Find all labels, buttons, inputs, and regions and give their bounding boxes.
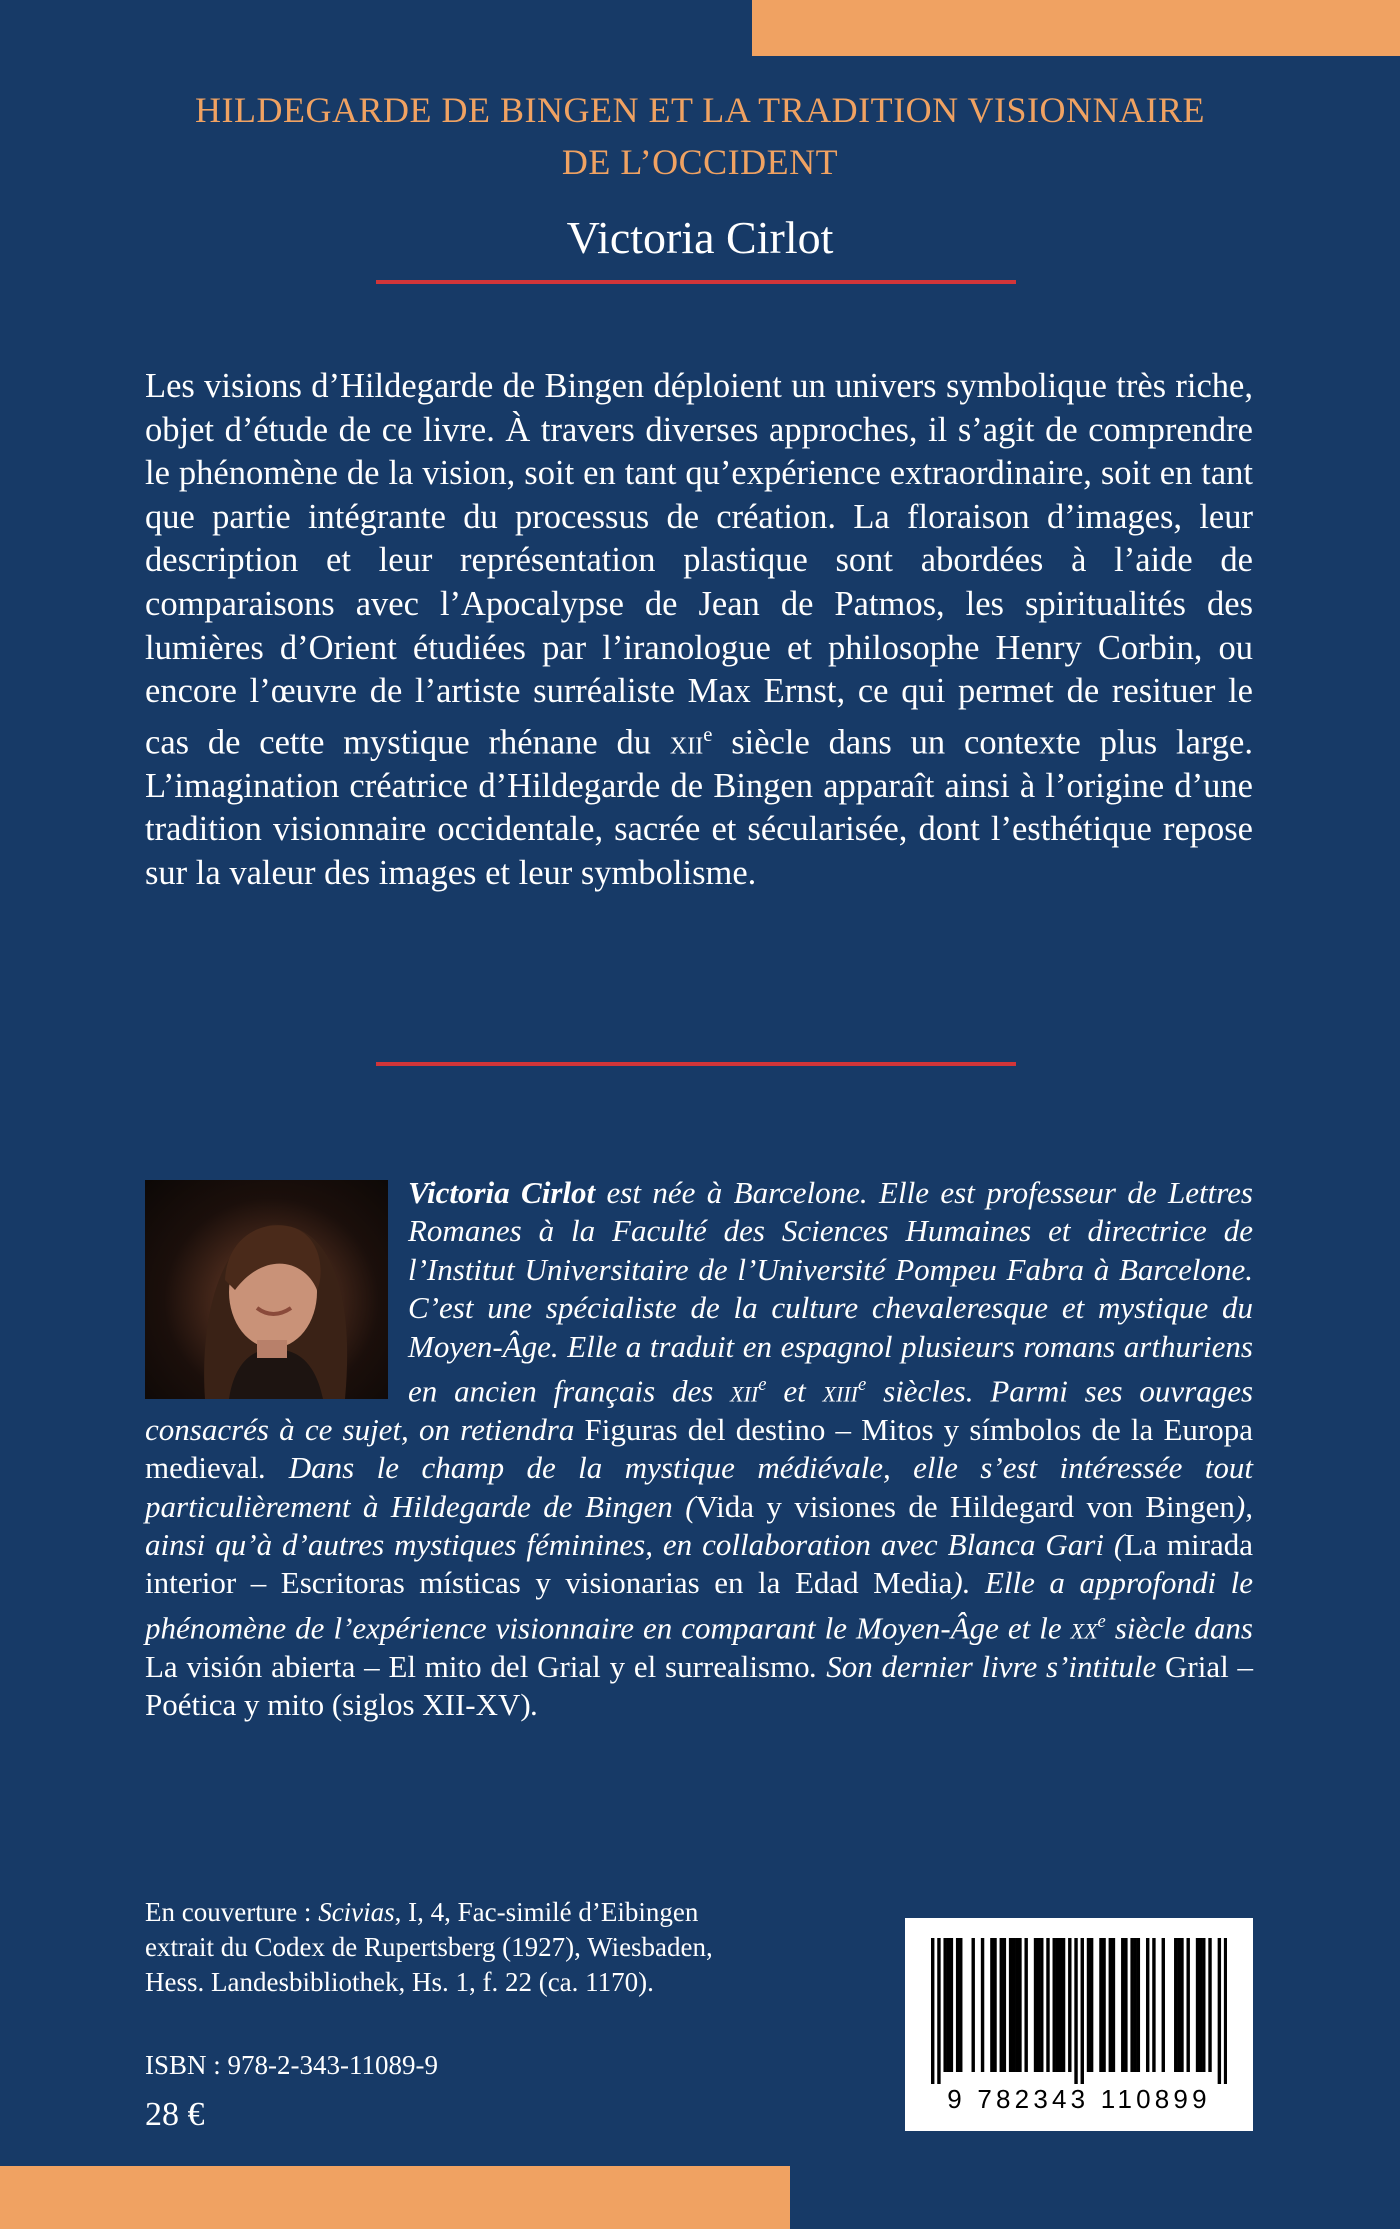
bio-century-1-sup: e [758, 1374, 767, 1396]
barcode-bar [947, 1938, 950, 2072]
credit-line-3: Hess. Landesbibliothek, Hs. 1, f. 22 (ca. 1170). [145, 1967, 654, 1997]
barcode-bar [1124, 1938, 1127, 2072]
barcode-bar [1146, 1938, 1149, 2072]
bio-text-1: est née à Barcelone. Elle est professeur de Lettres Romanes à la Faculté des Sciences Humaines et directrice de l’Institut Universitaire de l’Université Pompeu Fabra à Barcelone. C’est une spécialiste de la culture chevaleresque et mystique du Moyen-Âge. Elle a traduit en espagnol plusieurs romans arthuriens en ancien français des [408, 1175, 1253, 1409]
barcode-bar [1174, 1938, 1177, 2072]
barcode-bar [1218, 1938, 1221, 2084]
bio-text-7: siècle dans [1105, 1610, 1253, 1646]
book-title-line-2: DE L’OCCIDENT [561, 142, 839, 182]
barcode-bar [1034, 1938, 1037, 2072]
barcode-bar [1090, 1938, 1093, 2072]
barcode-bar [972, 1938, 975, 2072]
barcode-bar [1099, 1938, 1102, 2072]
bio-century-2-sup: e [858, 1374, 867, 1396]
bio-author-name: Victoria Cirlot [408, 1175, 596, 1210]
barcode-bar [1074, 1938, 1077, 2084]
barcode-bar [1224, 1938, 1227, 2084]
author-name: Victoria Cirlot [566, 212, 834, 263]
barcode-bar [1062, 1938, 1065, 2072]
barcode-bars [931, 1938, 1227, 2084]
barcode-bar [1009, 1938, 1012, 2072]
barcode-bar [1053, 1938, 1056, 2072]
price: 28 € [145, 2096, 205, 2133]
top-accent-bar [752, 0, 1400, 56]
barcode-bar [1137, 1938, 1140, 2072]
barcode-bar [1040, 1938, 1043, 2072]
barcode-bar [1037, 1938, 1040, 2072]
bio-century-3-sup: e [1097, 1610, 1106, 1632]
barcode-bar [956, 1938, 959, 2072]
barcode-bar [1000, 1938, 1003, 2072]
barcode-bar [1112, 1938, 1115, 2072]
book-summary [145, 365, 1253, 896]
barcode-bar [950, 1938, 953, 2072]
barcode-bar [1012, 1938, 1015, 2072]
bio-text-9: . [530, 1686, 539, 1722]
barcode-bar [1196, 1938, 1199, 2072]
barcode-bar [1186, 1938, 1189, 2072]
barcode-bar [1081, 1938, 1084, 2084]
author-biography [145, 1174, 1253, 1724]
barcode-bar [1199, 1938, 1202, 2072]
barcode-bar [1162, 1938, 1165, 2072]
bio-book-5: Grial – Poética y mito (siglos XII-XV) [145, 1648, 1253, 1722]
bio-text-4: . Dans le champ de la mystique médiévale, elle s’est intéressée tout particulièrement à Hildegarde de Bingen ( [145, 1450, 1253, 1524]
barcode-bar [1003, 1938, 1006, 2072]
barcode-bar [1180, 1938, 1183, 2072]
bio-text-3: siècles. Parmi ses ouvrages consacrés à ce sujet, on retiendra [145, 1373, 1254, 1447]
divider-bottom [376, 1062, 1016, 1066]
barcode-bar [1059, 1938, 1062, 2072]
barcode-bar [1177, 1938, 1180, 2072]
bio-century-3: xx [1070, 1610, 1098, 1646]
barcode-bar [959, 1938, 962, 2072]
barcode-bar [1024, 1938, 1027, 2072]
cover-credit [145, 1895, 845, 2000]
summary-century-sup: e [703, 723, 713, 746]
bio-century-2: xiii [822, 1373, 858, 1409]
barcode-bar [981, 1938, 984, 2072]
bottom-accent-bar [0, 2166, 790, 2229]
book-title-line-1: HILDEGARDE DE BINGEN ET LA TRADITION VISIONNAIRE [195, 90, 1205, 130]
bio-book-1: Figuras del destino – Mitos y símbolos de la Europa medieval [145, 1411, 1253, 1486]
isbn: ISBN : 978-2-343-11089-9 [145, 2050, 438, 2080]
barcode-bar [1130, 1938, 1133, 2072]
credit-line-1 [145, 1895, 845, 1930]
divider-top [376, 280, 1016, 284]
barcode-bar [1102, 1938, 1105, 2072]
credit-work-title: Scivias [318, 1897, 395, 1927]
credit-prefix: En couverture : [145, 1897, 319, 1927]
bio-text-8: . Son dernier livre s’intitule [809, 1648, 1165, 1684]
barcode-bar [1109, 1938, 1112, 2072]
barcode-bar [931, 1938, 934, 2084]
barcode-bar [1121, 1938, 1124, 2072]
bio-century-1: xii [730, 1373, 759, 1409]
summary-text-1: Les visions d’Hildegarde de Bingen déploient un univers symbolique très riche, objet d’étude de ce livre. À travers diverses approches, il s’agit de comprendre le phénomène de la vision, soit en tant qu’expérience extraordinaire, soit en tant que partie intégrante du processus de création. La floraison d’images, leur description et leur représentation plastique sont abordées à l’aide de comparaisons avec l’Apocalypse de Jean de Patmos, les spiritualités des lumières d’Orient étudiées par l’iranologue et philosophe Henry Corbin, ou encore l’œuvre de l’artiste surréaliste Max Ernst, ce qui permet de resituer le cas de cette mystique rhénane du [145, 367, 1253, 762]
summary-text-2: siècle dans un contexte plus large. L’imagination créatrice d’Hildegarde de Bingen apparaît ainsi à l’origine d’une tradition visionnaire occidentale, sacrée et sécularisée, dont l’esthétique repose sur la valeur des images et leur symbolisme. [145, 723, 1253, 893]
barcode-bar [1202, 1938, 1205, 2072]
book-title [100, 84, 1300, 188]
barcode [905, 1918, 1253, 2131]
barcode-bar [937, 1938, 940, 2084]
bio-text-6: ). Elle a approfondi le phénomène de l’expérience visionnaire en comparant le Moyen-Âge et le [145, 1565, 1253, 1646]
barcode-bar [1046, 1938, 1049, 2072]
barcode-bar [1015, 1938, 1018, 2072]
credit-line-2: extrait du Codex de Rupertsberg (1927), Wiesbaden, [145, 1932, 713, 1962]
bio-book-3: La mirada interior – Escritoras místicas y visionarias en la Edad Media [145, 1526, 1253, 1601]
barcode-bar [1087, 1938, 1090, 2072]
barcode-bar [990, 1938, 993, 2072]
barcode-bar [1134, 1938, 1137, 2072]
bio-book-4: La visión abierta – El mito del Grial y el surrealismo [145, 1648, 810, 1684]
bio-text-2: et [766, 1373, 823, 1409]
bio-book-2: Vida y visiones de Hildegard von Bingen [695, 1488, 1235, 1524]
summary-century: xii [669, 723, 704, 762]
barcode-bar [1152, 1938, 1155, 2072]
barcode-bar [1068, 1938, 1071, 2072]
barcode-bar [1056, 1938, 1059, 2072]
barcode-digits: 9 782343 110899 [947, 2084, 1211, 2114]
barcode-bar [943, 1938, 946, 2072]
bio-text-5: ), ainsi qu’à d’autres mystiques féminines, en collaboration avec Blanca Gari ( [145, 1488, 1253, 1562]
barcode-bar [993, 1938, 996, 2072]
credit-line-1-rest: , I, 4, Fac-similé d’Eibingen [394, 1897, 699, 1927]
barcode-bar [1018, 1938, 1021, 2072]
barcode-bar [1208, 1938, 1211, 2072]
